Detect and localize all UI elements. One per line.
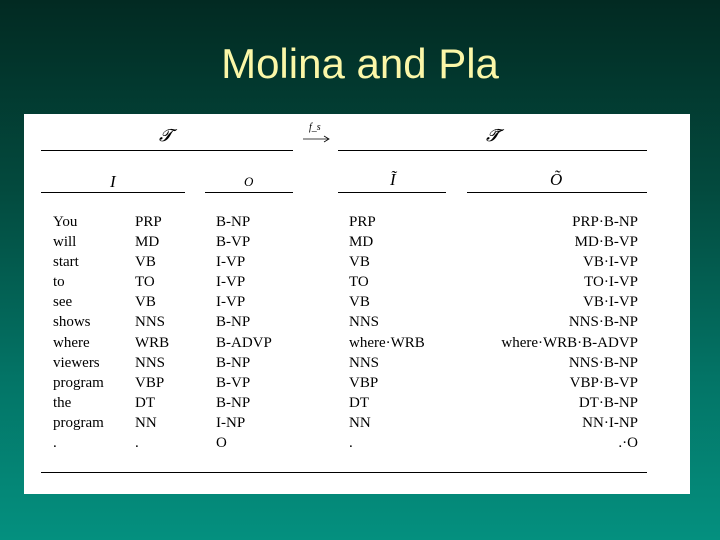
tilde-i-cell: VB: [349, 254, 370, 271]
tilde-o-cell: NNS·B-NP: [568, 354, 638, 371]
chunk-cell: I-VP: [216, 294, 246, 311]
chunk-cell: I-VP: [216, 274, 246, 291]
tilde-o-cell: NNS·B-NP: [568, 314, 638, 331]
chunk-cell: B-NP: [216, 214, 251, 230]
word-cell: program: [53, 414, 104, 431]
chunk-cell: B-NP: [216, 394, 251, 411]
word-cell: viewers: [53, 354, 100, 371]
tilde-i-cell: VB: [349, 294, 370, 311]
tilde-o-cell: TO·I-VP: [584, 274, 638, 291]
tilde-o-cell: MD·B-VP: [574, 234, 638, 251]
pos-cell: NNS: [135, 314, 166, 331]
tilde-i-cell: where·WRB: [349, 334, 425, 351]
rule: [338, 192, 446, 193]
label-T-tilde: 𝓣̃: [486, 126, 500, 145]
arrow-label: f_s: [309, 122, 321, 133]
word-cell: program: [53, 374, 104, 391]
word-cell: to: [53, 274, 65, 291]
pos-cell: PRP: [135, 214, 162, 230]
word-cell: start: [53, 254, 79, 271]
pos-cell: VB: [135, 254, 156, 271]
tilde-i-column: [349, 212, 425, 453]
chunk-cell: I-VP: [216, 254, 246, 271]
tilde-i-cell: NN: [349, 414, 371, 431]
tilde-i-cell: NNS: [349, 314, 380, 331]
chunk-cell: B-VP: [216, 374, 251, 391]
chunk-cell: I-NP: [216, 414, 246, 431]
rule: [467, 192, 647, 193]
tilde-i-cell: .: [349, 435, 353, 452]
slide-title: Molina and Pla: [221, 40, 499, 87]
word-cell: the: [53, 394, 72, 411]
rule: [41, 472, 647, 473]
pos-cell: NN: [135, 414, 157, 431]
tilde-o-cell: VBP·B-VP: [569, 374, 638, 391]
pos-cell: NNS: [135, 354, 166, 371]
header-I-tilde: Ĩ: [390, 170, 396, 189]
tilde-i-cell: TO: [349, 274, 369, 291]
word-cell: .: [53, 435, 57, 452]
rule: [41, 192, 185, 193]
words-column: [53, 212, 104, 453]
rule: [205, 192, 293, 193]
pos-cell: VB: [135, 294, 156, 311]
word-cell: will: [53, 234, 77, 251]
word-cell: shows: [53, 314, 91, 331]
table-figure: [24, 114, 690, 494]
pos-cell: DT: [135, 394, 155, 411]
chunk-cell: B-NP: [216, 354, 251, 371]
pos-column: [135, 212, 169, 453]
pos-cell: MD: [135, 234, 160, 251]
tilde-o-cell: where·WRB·B-ADVP: [501, 334, 638, 351]
tilde-o-cell: VB·I-VP: [583, 254, 638, 271]
tilde-i-cell: MD: [349, 234, 374, 251]
word-cell: where: [53, 334, 90, 351]
pos-cell: .: [135, 435, 139, 452]
chunks-column: [216, 212, 272, 453]
word-cell: see: [53, 294, 73, 311]
tilde-i-cell: DT: [349, 394, 369, 411]
right-arrow-icon: [302, 134, 332, 144]
pos-cell: VBP: [135, 374, 165, 391]
tilde-o-cell: DT·B-NP: [578, 394, 638, 411]
rule: [338, 150, 647, 151]
chunk-cell: B-ADVP: [216, 334, 272, 351]
tilde-i-cell: PRP: [349, 214, 376, 230]
tilde-o-cell: VB·I-VP: [583, 294, 638, 311]
chunk-cell: B-VP: [216, 234, 251, 251]
tilde-i-cell: VBP: [349, 374, 379, 391]
tilde-o-column: [501, 212, 638, 453]
pos-cell: WRB: [135, 334, 170, 351]
header-O: O: [244, 174, 254, 189]
tilde-o-cell: PRP·B-NP: [572, 214, 638, 230]
rule: [41, 150, 293, 151]
tilde-o-cell: .·O: [618, 435, 638, 452]
chunk-cell: O: [216, 435, 227, 452]
tilde-i-cell: NNS: [349, 354, 380, 371]
header-I: I: [110, 172, 116, 191]
word-cell: You: [53, 214, 78, 230]
tilde-o-cell: NN·I-NP: [582, 414, 638, 431]
header-O-tilde: Õ: [550, 170, 563, 189]
label-T: 𝓣: [159, 126, 173, 145]
pos-cell: TO: [135, 274, 155, 291]
chunk-cell: B-NP: [216, 314, 251, 331]
